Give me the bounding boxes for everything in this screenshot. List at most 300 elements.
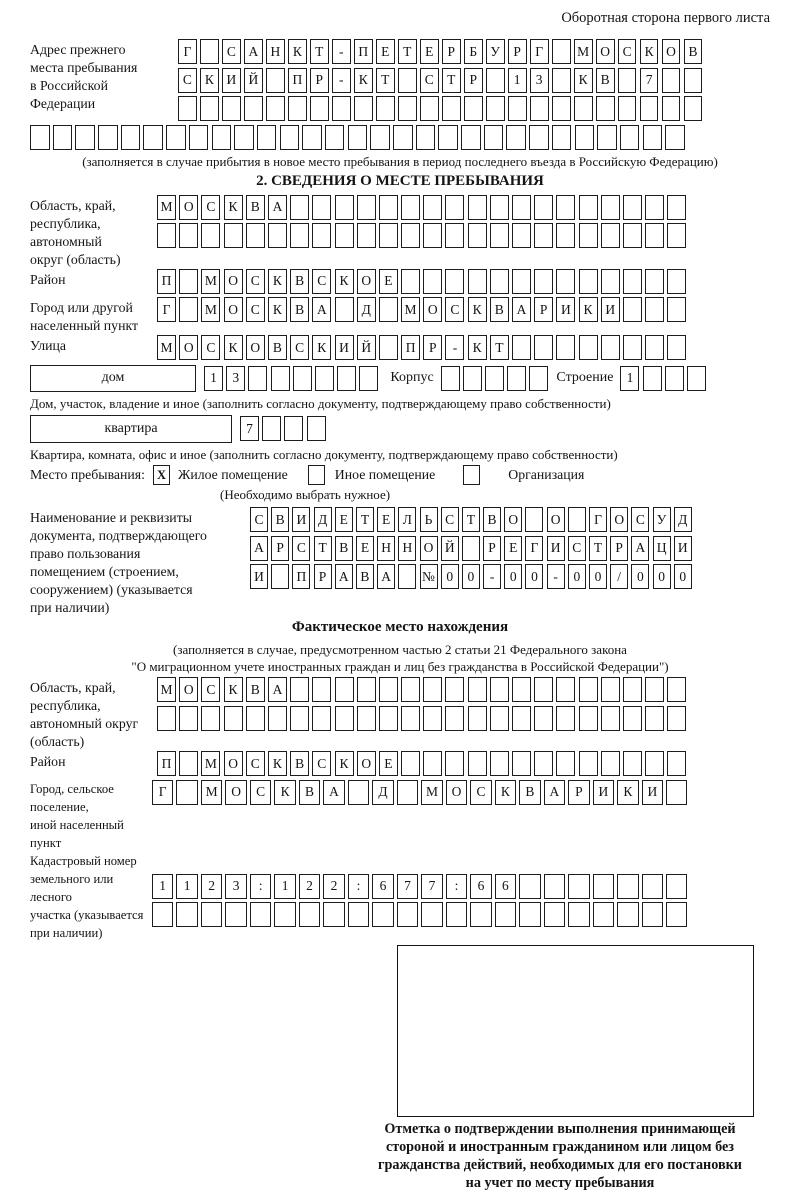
char-cell[interactable] (393, 125, 413, 150)
char-cell[interactable]: 7 (397, 874, 418, 899)
char-cell[interactable]: П (292, 564, 310, 589)
char-cell[interactable] (687, 366, 706, 391)
char-cell[interactable] (423, 751, 442, 776)
char-cell[interactable]: С (312, 269, 331, 294)
char-cell[interactable]: С (201, 195, 220, 220)
char-cell[interactable]: Р (423, 335, 442, 360)
char-cell[interactable] (667, 751, 686, 776)
char-cell[interactable] (179, 706, 198, 731)
char-cell[interactable] (280, 125, 300, 150)
char-cell[interactable]: Т (314, 536, 332, 561)
char-cell[interactable] (357, 706, 376, 731)
char-cell[interactable]: С (201, 677, 220, 702)
char-cell[interactable] (597, 125, 617, 150)
char-cell[interactable] (143, 125, 163, 150)
char-cell[interactable]: 3 (225, 874, 246, 899)
char-cell[interactable]: П (354, 39, 373, 64)
char-cell[interactable] (617, 874, 638, 899)
char-cell[interactable]: Е (377, 507, 395, 532)
char-cell[interactable]: М (201, 297, 220, 322)
char-cell[interactable] (470, 902, 491, 927)
char-cell[interactable] (623, 297, 642, 322)
char-cell[interactable] (645, 677, 664, 702)
char-cell[interactable] (485, 366, 504, 391)
char-cell[interactable] (490, 195, 509, 220)
char-cell[interactable] (486, 68, 505, 93)
char-cell[interactable]: А (544, 780, 565, 805)
char-cell[interactable] (348, 125, 368, 150)
char-cell[interactable]: О (357, 269, 376, 294)
char-cell[interactable]: М (401, 297, 420, 322)
char-cell[interactable]: Т (589, 536, 607, 561)
char-cell[interactable]: В (268, 335, 287, 360)
char-cell[interactable]: О (547, 507, 565, 532)
char-cell[interactable]: Р (508, 39, 527, 64)
char-cell[interactable]: О (179, 335, 198, 360)
char-cell[interactable] (423, 223, 442, 248)
char-cell[interactable] (379, 195, 398, 220)
char-cell[interactable]: С (201, 335, 220, 360)
char-cell[interactable] (335, 706, 354, 731)
char-cell[interactable] (152, 902, 173, 927)
char-cell[interactable] (166, 125, 186, 150)
char-cell[interactable]: : (250, 874, 271, 899)
char-cell[interactable] (468, 706, 487, 731)
char-cell[interactable]: О (224, 751, 243, 776)
char-cell[interactable]: : (446, 874, 467, 899)
char-cell[interactable]: 6 (372, 874, 393, 899)
char-cell[interactable]: 0 (568, 564, 586, 589)
char-cell[interactable]: 6 (470, 874, 491, 899)
char-cell[interactable] (512, 335, 531, 360)
char-cell[interactable]: Р (464, 68, 483, 93)
char-cell[interactable]: О (504, 507, 522, 532)
char-cell[interactable]: А (631, 536, 649, 561)
char-cell[interactable]: Г (178, 39, 197, 64)
char-cell[interactable]: К (574, 68, 593, 93)
char-cell[interactable]: 0 (674, 564, 692, 589)
char-cell[interactable] (416, 125, 436, 150)
char-cell[interactable]: Б (464, 39, 483, 64)
char-cell[interactable] (445, 223, 464, 248)
char-cell[interactable]: К (268, 751, 287, 776)
char-cell[interactable]: С (568, 536, 586, 561)
char-cell[interactable] (645, 751, 664, 776)
char-cell[interactable]: Н (398, 536, 416, 561)
char-cell[interactable]: И (335, 335, 354, 360)
char-cell[interactable] (601, 223, 620, 248)
char-cell[interactable]: С (631, 507, 649, 532)
char-cell[interactable]: Т (490, 335, 509, 360)
char-cell[interactable] (398, 564, 416, 589)
char-cell[interactable]: Т (310, 39, 329, 64)
char-cell[interactable]: О (662, 39, 681, 64)
char-cell[interactable]: К (354, 68, 373, 93)
char-cell[interactable]: К (335, 751, 354, 776)
char-cell[interactable]: К (200, 68, 219, 93)
char-cell[interactable] (667, 297, 686, 322)
char-cell[interactable] (468, 223, 487, 248)
char-cell[interactable]: Й (244, 68, 263, 93)
char-cell[interactable] (568, 874, 589, 899)
char-cell[interactable] (179, 297, 198, 322)
char-cell[interactable]: / (610, 564, 628, 589)
char-cell[interactable] (556, 223, 575, 248)
char-cell[interactable]: О (224, 297, 243, 322)
char-cell[interactable]: А (335, 564, 353, 589)
char-cell[interactable] (268, 706, 287, 731)
char-cell[interactable]: П (157, 751, 176, 776)
char-cell[interactable] (666, 902, 687, 927)
char-cell[interactable] (315, 366, 334, 391)
char-cell[interactable] (201, 223, 220, 248)
char-cell[interactable] (357, 195, 376, 220)
char-cell[interactable]: Р (483, 536, 501, 561)
char-cell[interactable]: 0 (589, 564, 607, 589)
char-cell[interactable] (468, 195, 487, 220)
char-cell[interactable] (534, 751, 553, 776)
char-cell[interactable] (468, 269, 487, 294)
char-cell[interactable] (290, 223, 309, 248)
char-cell[interactable] (266, 96, 285, 121)
char-cell[interactable] (593, 874, 614, 899)
char-cell[interactable]: 3 (226, 366, 245, 391)
char-cell[interactable]: В (483, 507, 501, 532)
char-cell[interactable]: О (224, 269, 243, 294)
char-cell[interactable]: 0 (462, 564, 480, 589)
char-cell[interactable]: О (423, 297, 442, 322)
char-cell[interactable] (645, 335, 664, 360)
char-cell[interactable]: Е (376, 39, 395, 64)
char-cell[interactable]: С (445, 297, 464, 322)
char-cell[interactable] (348, 780, 369, 805)
char-cell[interactable] (534, 335, 553, 360)
char-cell[interactable] (445, 195, 464, 220)
char-cell[interactable]: С (250, 780, 271, 805)
char-cell[interactable]: О (446, 780, 467, 805)
char-cell[interactable] (512, 751, 531, 776)
char-cell[interactable]: К (468, 297, 487, 322)
char-cell[interactable] (556, 195, 575, 220)
char-cell[interactable] (302, 125, 322, 150)
char-cell[interactable]: И (601, 297, 620, 322)
char-cell[interactable] (268, 223, 287, 248)
char-cell[interactable] (288, 96, 307, 121)
char-cell[interactable]: У (486, 39, 505, 64)
char-cell[interactable]: 7 (421, 874, 442, 899)
char-cell[interactable] (30, 125, 50, 150)
char-cell[interactable] (667, 706, 686, 731)
char-cell[interactable]: М (421, 780, 442, 805)
char-cell[interactable] (534, 223, 553, 248)
char-cell[interactable] (667, 195, 686, 220)
char-cell[interactable]: П (401, 335, 420, 360)
char-cell[interactable]: А (250, 536, 268, 561)
char-cell[interactable] (529, 125, 549, 150)
char-cell[interactable]: О (610, 507, 628, 532)
char-cell[interactable]: 2 (299, 874, 320, 899)
char-cell[interactable] (512, 223, 531, 248)
char-cell[interactable] (401, 269, 420, 294)
char-cell[interactable] (484, 125, 504, 150)
char-cell[interactable] (370, 125, 390, 150)
char-cell[interactable]: 2 (201, 874, 222, 899)
char-cell[interactable] (490, 677, 509, 702)
char-cell[interactable] (684, 68, 703, 93)
char-cell[interactable]: Т (442, 68, 461, 93)
char-cell[interactable] (640, 96, 659, 121)
char-cell[interactable] (575, 125, 595, 150)
char-cell[interactable] (552, 96, 571, 121)
char-cell[interactable]: 7 (640, 68, 659, 93)
char-cell[interactable]: Д (357, 297, 376, 322)
char-cell[interactable] (335, 677, 354, 702)
char-cell[interactable]: О (420, 536, 438, 561)
char-cell[interactable]: 1 (508, 68, 527, 93)
char-cell[interactable]: 1 (204, 366, 223, 391)
char-cell[interactable] (620, 125, 640, 150)
char-cell[interactable] (323, 902, 344, 927)
char-cell[interactable] (224, 706, 243, 731)
char-cell[interactable]: С (246, 297, 265, 322)
char-cell[interactable] (593, 902, 614, 927)
char-cell[interactable] (529, 366, 548, 391)
char-cell[interactable] (446, 902, 467, 927)
char-cell[interactable] (579, 335, 598, 360)
char-cell[interactable] (544, 902, 565, 927)
char-cell[interactable]: - (483, 564, 501, 589)
char-cell[interactable]: В (290, 751, 309, 776)
char-cell[interactable] (667, 223, 686, 248)
char-cell[interactable] (176, 780, 197, 805)
char-cell[interactable]: Л (398, 507, 416, 532)
char-cell[interactable] (337, 366, 356, 391)
char-cell[interactable] (262, 416, 281, 441)
char-cell[interactable]: В (246, 195, 265, 220)
char-cell[interactable]: К (579, 297, 598, 322)
char-cell[interactable] (666, 780, 687, 805)
char-cell[interactable] (568, 507, 586, 532)
char-cell[interactable] (468, 677, 487, 702)
char-cell[interactable] (401, 223, 420, 248)
char-cell[interactable]: 0 (441, 564, 459, 589)
char-cell[interactable]: С (178, 68, 197, 93)
char-cell[interactable] (274, 902, 295, 927)
char-cell[interactable] (357, 223, 376, 248)
char-cell[interactable]: - (547, 564, 565, 589)
char-cell[interactable]: Р (314, 564, 332, 589)
char-cell[interactable] (556, 706, 575, 731)
char-cell[interactable] (53, 125, 73, 150)
char-cell[interactable]: С (618, 39, 637, 64)
char-cell[interactable]: П (157, 269, 176, 294)
char-cell[interactable] (310, 96, 329, 121)
char-cell[interactable] (401, 195, 420, 220)
char-cell[interactable] (441, 366, 460, 391)
char-cell[interactable] (290, 706, 309, 731)
char-cell[interactable]: С (420, 68, 439, 93)
char-cell[interactable] (225, 902, 246, 927)
char-cell[interactable] (579, 706, 598, 731)
char-cell[interactable]: А (512, 297, 531, 322)
char-cell[interactable] (200, 96, 219, 121)
char-cell[interactable]: О (357, 751, 376, 776)
char-cell[interactable]: Р (568, 780, 589, 805)
char-cell[interactable]: Й (441, 536, 459, 561)
char-cell[interactable]: К (268, 269, 287, 294)
char-cell[interactable]: С (246, 269, 265, 294)
char-cell[interactable]: Д (372, 780, 393, 805)
organization-checkbox[interactable] (463, 465, 480, 485)
char-cell[interactable]: О (225, 780, 246, 805)
char-cell[interactable] (490, 706, 509, 731)
char-cell[interactable]: Г (589, 507, 607, 532)
char-cell[interactable]: К (335, 269, 354, 294)
char-cell[interactable] (579, 195, 598, 220)
char-cell[interactable] (462, 536, 480, 561)
char-cell[interactable]: Т (376, 68, 395, 93)
char-cell[interactable] (552, 125, 572, 150)
char-cell[interactable] (372, 902, 393, 927)
char-cell[interactable] (224, 223, 243, 248)
char-cell[interactable]: С (441, 507, 459, 532)
char-cell[interactable]: Р (534, 297, 553, 322)
char-cell[interactable] (568, 902, 589, 927)
char-cell[interactable] (98, 125, 118, 150)
char-cell[interactable] (667, 335, 686, 360)
char-cell[interactable] (438, 125, 458, 150)
char-cell[interactable] (534, 677, 553, 702)
char-cell[interactable] (544, 874, 565, 899)
char-cell[interactable] (645, 223, 664, 248)
char-cell[interactable] (662, 68, 681, 93)
char-cell[interactable] (642, 902, 663, 927)
char-cell[interactable] (179, 269, 198, 294)
char-cell[interactable] (357, 677, 376, 702)
char-cell[interactable] (623, 335, 642, 360)
char-cell[interactable] (379, 335, 398, 360)
char-cell[interactable] (601, 335, 620, 360)
char-cell[interactable]: М (157, 677, 176, 702)
char-cell[interactable] (398, 96, 417, 121)
char-cell[interactable]: К (224, 677, 243, 702)
char-cell[interactable] (468, 751, 487, 776)
char-cell[interactable] (423, 706, 442, 731)
residential-checkbox[interactable]: X (153, 465, 170, 485)
char-cell[interactable]: Г (157, 297, 176, 322)
char-cell[interactable]: К (274, 780, 295, 805)
char-cell[interactable]: И (593, 780, 614, 805)
char-cell[interactable]: А (377, 564, 395, 589)
char-cell[interactable] (506, 125, 526, 150)
char-cell[interactable] (248, 366, 267, 391)
char-cell[interactable] (579, 751, 598, 776)
char-cell[interactable] (445, 677, 464, 702)
char-cell[interactable] (271, 366, 290, 391)
char-cell[interactable] (244, 96, 263, 121)
char-cell[interactable]: Й (357, 335, 376, 360)
char-cell[interactable]: Г (525, 536, 543, 561)
char-cell[interactable]: И (250, 564, 268, 589)
char-cell[interactable] (290, 677, 309, 702)
char-cell[interactable]: М (574, 39, 593, 64)
char-cell[interactable] (212, 125, 232, 150)
char-cell[interactable] (179, 223, 198, 248)
char-cell[interactable] (312, 195, 331, 220)
char-cell[interactable] (420, 96, 439, 121)
char-cell[interactable] (645, 269, 664, 294)
char-cell[interactable] (508, 96, 527, 121)
char-cell[interactable] (519, 902, 540, 927)
char-cell[interactable]: И (642, 780, 663, 805)
char-cell[interactable] (75, 125, 95, 150)
char-cell[interactable]: М (201, 269, 220, 294)
char-cell[interactable] (601, 706, 620, 731)
char-cell[interactable] (507, 366, 526, 391)
char-cell[interactable] (556, 677, 575, 702)
char-cell[interactable] (423, 677, 442, 702)
house-type-box[interactable]: дом (30, 365, 196, 393)
char-cell[interactable] (667, 677, 686, 702)
char-cell[interactable]: В (246, 677, 265, 702)
char-cell[interactable] (376, 96, 395, 121)
char-cell[interactable] (665, 125, 685, 150)
char-cell[interactable]: К (268, 297, 287, 322)
char-cell[interactable]: В (290, 269, 309, 294)
char-cell[interactable] (463, 366, 482, 391)
char-cell[interactable] (379, 706, 398, 731)
char-cell[interactable] (645, 195, 664, 220)
char-cell[interactable] (445, 706, 464, 731)
char-cell[interactable]: А (323, 780, 344, 805)
char-cell[interactable]: 0 (653, 564, 671, 589)
char-cell[interactable] (464, 96, 483, 121)
char-cell[interactable]: С (290, 335, 309, 360)
char-cell[interactable] (684, 96, 703, 121)
char-cell[interactable] (512, 677, 531, 702)
char-cell[interactable] (332, 96, 351, 121)
char-cell[interactable]: Ь (420, 507, 438, 532)
char-cell[interactable]: Р (271, 536, 289, 561)
char-cell[interactable] (556, 269, 575, 294)
char-cell[interactable] (397, 902, 418, 927)
char-cell[interactable]: С (222, 39, 241, 64)
char-cell[interactable] (379, 223, 398, 248)
char-cell[interactable] (534, 706, 553, 731)
char-cell[interactable]: А (268, 195, 287, 220)
char-cell[interactable] (495, 902, 516, 927)
char-cell[interactable] (519, 874, 540, 899)
char-cell[interactable]: В (271, 507, 289, 532)
char-cell[interactable] (601, 751, 620, 776)
char-cell[interactable]: - (332, 39, 351, 64)
char-cell[interactable] (335, 195, 354, 220)
char-cell[interactable]: Р (610, 536, 628, 561)
char-cell[interactable]: М (201, 751, 220, 776)
char-cell[interactable]: С (470, 780, 491, 805)
char-cell[interactable] (222, 96, 241, 121)
char-cell[interactable] (398, 68, 417, 93)
char-cell[interactable] (379, 677, 398, 702)
char-cell[interactable]: Р (310, 68, 329, 93)
char-cell[interactable] (601, 677, 620, 702)
char-cell[interactable]: 1 (274, 874, 295, 899)
char-cell[interactable]: - (445, 335, 464, 360)
char-cell[interactable] (618, 96, 637, 121)
char-cell[interactable]: К (288, 39, 307, 64)
char-cell[interactable]: К (495, 780, 516, 805)
apartment-type-box[interactable]: квартира (30, 415, 232, 443)
